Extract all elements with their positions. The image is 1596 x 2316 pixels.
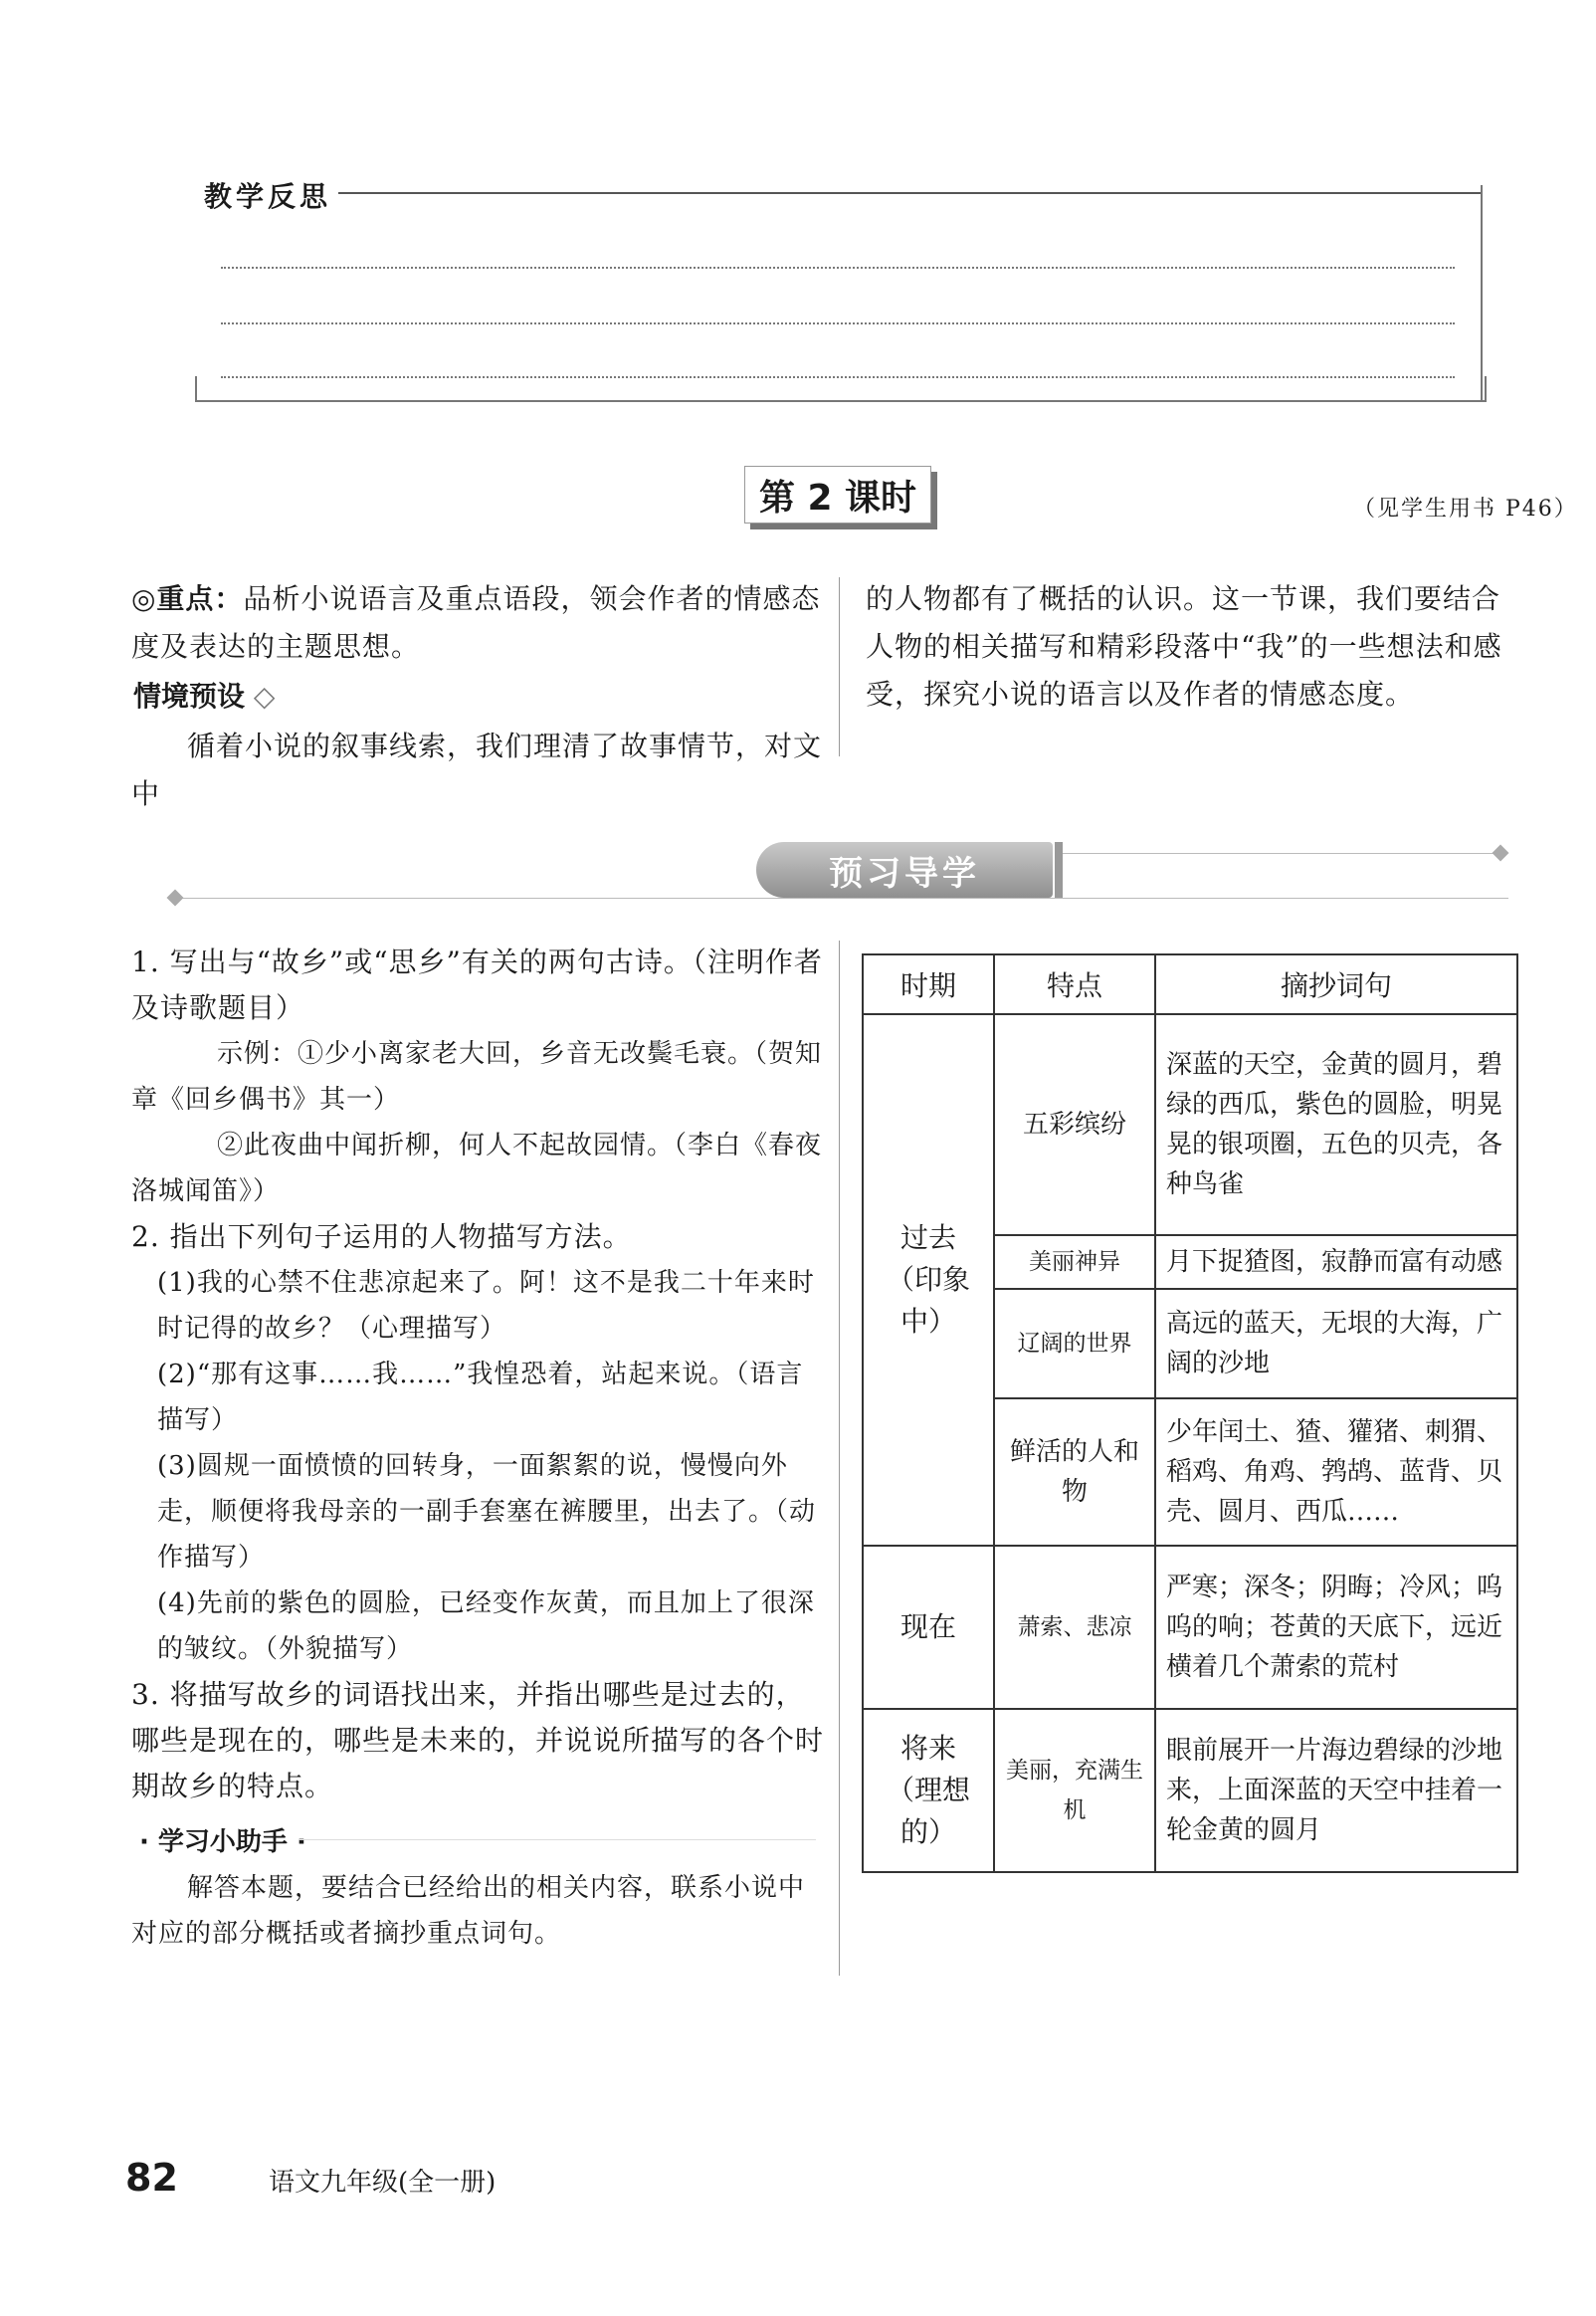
- reflection-title: 教学反思: [204, 180, 332, 213]
- key-points-label: ◎重点：: [131, 582, 244, 615]
- helper-rule: [299, 1839, 816, 1840]
- situation-heading-text: 情境预设: [133, 680, 246, 713]
- feature-cell: 美丽神异: [994, 1235, 1155, 1289]
- feature-cell: 鲜活的人和物: [994, 1398, 1155, 1546]
- preview-banner: 预习导学: [756, 842, 1053, 898]
- quote-cell: 高远的蓝天，无垠的大海，广阔的沙地: [1155, 1289, 1517, 1398]
- reflection-dotted-line: [221, 267, 1455, 269]
- question-2-item-2: (2)“那有这事……我……”我惶恐着，站起来说。（语言描写）: [157, 1360, 804, 1435]
- table-row: [863, 1014, 1517, 1235]
- table-header: 时期: [863, 954, 994, 1014]
- situation-heading: [133, 675, 275, 715]
- question-2: 2. 指出下列句子运用的人物描写方法。: [131, 1220, 632, 1253]
- question-3: 3. 将描写故乡的词语找出来，并指出哪些是过去的，哪些是现在的，哪些是未来的，并说说所描写的各个时期故乡的特点。: [131, 1678, 825, 1802]
- helper-text: 解答本题，要结合已经给出的相关内容，联系小说中对应的部分概括或者摘抄重点词句。: [131, 1873, 806, 1949]
- period-past: 过去（印象中）: [863, 1014, 994, 1546]
- reflection-dotted-line: [221, 322, 1455, 324]
- quote-cell: 深蓝的天空，金黄的圆月，碧绿的西瓜，紫色的圆脸，明晃晃的银项圈，五色的贝壳，各种鸟雀: [1155, 1014, 1517, 1235]
- column-divider: [839, 941, 840, 1976]
- reflection-top-line: [338, 192, 1483, 194]
- table-row: [863, 1709, 1517, 1872]
- feature-cell: 五彩缤纷: [994, 1014, 1155, 1235]
- key-points: [131, 575, 828, 671]
- page-number: 82: [125, 2156, 178, 2200]
- key-points-text: 品析小说语言及重点语段，领会作者的情感态度及表达的主题思想。: [131, 582, 821, 663]
- situation-text-right: 的人物都有了概括的认识。这一节课，我们要结合人物的相关描写和精彩段落中“我”的一些想法和感受，探究小说的语言以及作者的情感态度。: [866, 582, 1502, 711]
- diamond-icon: ◇: [253, 680, 276, 713]
- period-future: 将来（理想的）: [863, 1709, 994, 1872]
- question-1-example-1: 示例：①少小离家老大回，乡音无改鬓毛衰。（贺知章《回乡偶书》其一）: [131, 1039, 823, 1115]
- table-header-row: [863, 954, 1517, 1014]
- question-1-example-2: ②此夜曲中闻折柳，何人不起故园情。（李白《春夜洛城闻笛》）: [131, 1131, 823, 1206]
- column-divider: [839, 577, 840, 756]
- question-2-item-3: (3)圆规一面愤愤的回转身，一面絮絮的说，慢慢向外走，顺便将我母亲的一副手套塞在裤腰里，出去了。（动作描写）: [157, 1451, 817, 1573]
- table-row: [863, 1546, 1517, 1709]
- quote-cell: 严寒；深冬；阴晦；冷风；呜呜的响；苍黄的天底下，远近横着几个萧索的荒村: [1155, 1546, 1517, 1709]
- table-header: 摘抄词句: [1155, 954, 1517, 1014]
- banner-diamond-icon: [167, 890, 184, 907]
- reflection-frame: [195, 376, 1487, 402]
- helper-title: · 学习小助手 ·: [139, 1827, 306, 1857]
- banner-line: [175, 898, 1508, 899]
- question-2-item-1: (1)我的心禁不住悲凉起来了。阿！这不是我二十年来时时记得的故乡？（心理描写）: [157, 1268, 815, 1344]
- period-present: 现在: [863, 1546, 994, 1709]
- situation-text-left: 循着小说的叙事线索，我们理清了故事情节，对文中: [131, 730, 823, 810]
- question-1: 1. 写出与“故乡”或“思乡”有关的两句古诗。（注明作者及诗歌题目）: [131, 946, 823, 1024]
- quote-cell: 少年闰土、猹、獾猪、刺猬、稻鸡、角鸡、鹁鸪、蓝背、贝壳、圆月、西瓜……: [1155, 1398, 1517, 1546]
- lesson-reference: （见学生用书 P46）: [1353, 497, 1578, 522]
- quote-cell: 眼前展开一片海边碧绿的沙地来，上面深蓝的天空中挂着一轮金黄的圆月: [1155, 1709, 1517, 1872]
- table-header: 特点: [994, 954, 1155, 1014]
- banner-diamond-icon: [1493, 845, 1509, 862]
- book-title: 语文九年级(全一册): [269, 2168, 497, 2198]
- feature-cell: 美丽，充满生机: [994, 1709, 1155, 1872]
- feature-cell: 辽阔的世界: [994, 1289, 1155, 1398]
- banner-tail: [1055, 842, 1063, 898]
- periods-table: [862, 953, 1518, 1873]
- question-2-item-4: (4)先前的紫色的圆脸，已经变作灰黄，而且加上了很深的皱纹。（外貌描写）: [157, 1588, 815, 1664]
- quote-cell: 月下捉猹图，寂静而富有动感: [1155, 1235, 1517, 1289]
- banner-line-right: [1061, 853, 1498, 854]
- feature-cell: 萧索、悲凉: [994, 1546, 1155, 1709]
- reflection-frame-right: [1481, 185, 1483, 400]
- lesson-title: 第 2 课时: [744, 466, 931, 524]
